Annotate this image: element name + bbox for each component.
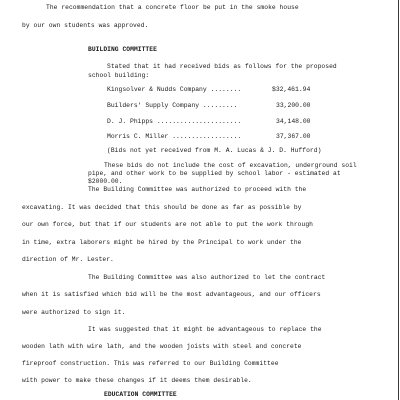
- auth-line-3: our own force, but that if our students are not able to put the work through: [22, 221, 313, 228]
- note-line-1: These bids do not include the cost of excavation, underground soil: [104, 162, 357, 169]
- stated-line-2: school building:: [88, 72, 150, 79]
- auth-line-2: excavating. It was decided that this should be done as far as possible by: [22, 204, 302, 211]
- bid-name: Kingsolver & Nudds Company ........: [107, 86, 242, 93]
- building-committee-heading: BUILDING COMMITTEE: [88, 46, 157, 53]
- suggest-line-4: with power to make these changes if it deems them desirable.: [22, 377, 252, 384]
- education-committee-heading: EDUCATION COMMITTEE: [104, 391, 177, 398]
- bid-name: D. J. Phipps ......................: [107, 118, 242, 125]
- bid-name: Morris C. Miller ..................: [107, 133, 242, 140]
- intro-line-2: by our own students was approved.: [22, 22, 149, 29]
- suggest-line-3: fireproof construction. This was referred to our Building Committee: [22, 360, 279, 367]
- note-line-3: $2000.00.: [88, 178, 123, 185]
- bid-amount: 37,367.00: [276, 133, 311, 140]
- auth-line-1: The Building Committee was authorized to proceed with the: [88, 186, 307, 193]
- contract-line-3: were authorized to sign it.: [22, 309, 126, 316]
- bid-name: Builders' Supply Company .........: [107, 102, 238, 109]
- note-line-2: pipe, and other work to be supplied by school labor - estimated at: [88, 170, 341, 177]
- contract-line-1: The Building Committee was also authorized to let the contract: [88, 274, 326, 281]
- contract-line-2: when it is satisfied which bid will be the most advantageous, and our officers: [22, 291, 321, 298]
- auth-line-5: direction of Mr. Lester.: [22, 256, 114, 263]
- suggest-line-1: It was suggested that it might be advantageous to replace the: [88, 326, 322, 333]
- auth-line-4: in time, extra laborers might be hired by the Principal to work under the: [22, 239, 302, 246]
- stated-line-1: Stated that it had received bids as follows for the proposed: [107, 63, 337, 70]
- intro-line-1: The recommendation that a concrete floor be put in the smoke house: [46, 4, 299, 11]
- bid-amount: 34,148.00: [276, 118, 311, 125]
- suggest-line-2: wooden lath with wire lath, and the wooden joists with steel and concrete: [22, 343, 302, 350]
- page-edge-line: [398, 0, 399, 400]
- bids-not-received: (Bids not yet received from M. A. Lucas & J. D. Hufford): [107, 147, 322, 154]
- bid-amount: $32,461.94: [272, 86, 311, 93]
- bid-amount: 33,200.00: [276, 102, 311, 109]
